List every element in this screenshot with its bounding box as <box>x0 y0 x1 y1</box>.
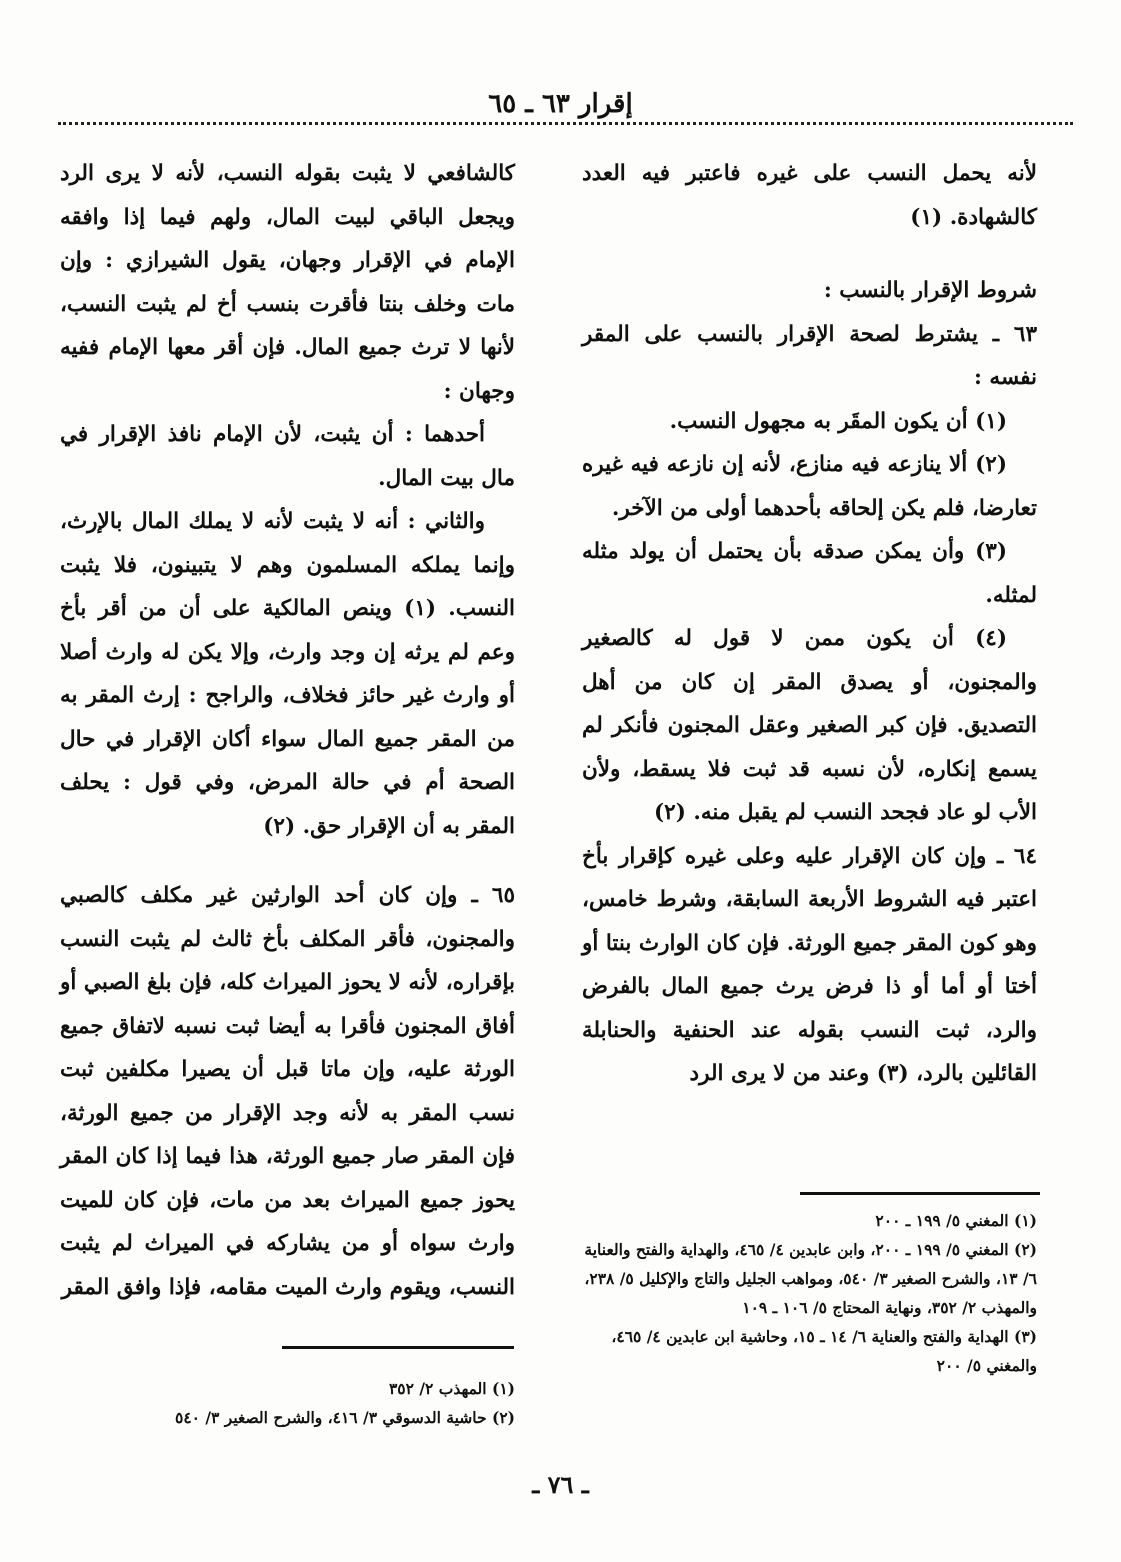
paragraph: كالشافعي لا يثبت بقوله النسب، لأنه لا يرى الرد ويجعل الباقي لبيت المال، ولهم فيما إذا وافقه الإمام في الإقرار وجهان، يقول الشيرازي : وإن مات وخلف بنتا فأقرت بنسب أخ لم يثبت النسب، لأنها لا ترث جميع المال. فإن أقر معها الإمام ففيه وجهان : <box>60 161 515 404</box>
header-dotted-rule <box>58 122 1073 125</box>
paragraph: لأنه يحمل النسب على غيره فاعتبر فيه العدد كالشهادة. (١) <box>582 161 1037 230</box>
paragraph: والثاني : أنه لا يثبت لأنه لا يملك المال بالإرث، وإنما يملكه المسلمون وهم لا يتبينون، فلا يثبت النسب. (١) وينص المالكية على أن من أقر بأخ وعم لم يرثه إن وجد وارث، وإلا يكن له وارث أصلا أو وارث غير حائز فخلاف، والراجح : إرث المقر به من المقر جميع المال سواء أكان الإقرار في حال الصحة أم في حالة المرض، وفي قول : يحلف المقر به أن الإقرار حق. (٢) <box>60 509 515 839</box>
condition-item: (٤) أن يكون ممن لا قول له كالصغير والمجنون، أو يصدق المقر إن كان من أهل التصديق. فإن كبر الصغير وعقل المجنون فأنكر لم يسمع إنكاره، لأن نسبه قد ثبت فلا يسقط، ولأن الأب لو عاد فجحد النسب لم يقبل منه. (٢) <box>582 626 1037 825</box>
footnote: (٣) الهداية والفتح والعناية ٦/ ١٤ ـ ١٥، وحاشية ابن عابدين ٤/ ٤٦٥، والمغني ٥/ ٢٠٠ <box>611 1327 1037 1375</box>
page-number: ـ ٧٦ ـ <box>532 1470 589 1499</box>
paragraph: أحدهما : أن يثبت، لأن الإمام نافذ الإقرار في مال بيت المال. <box>60 422 515 491</box>
paragraph: ٦٤ ـ وإن كان الإقرار عليه وعلى غيره كإقرار بأخ اعتبر فيه الشروط الأربعة السابقة، وشرط خامس، وهو كون المقر جميع الورثة. فإن كان الوارث بنتا أو أختا أو أما أو ذا فرض يرث جميع المال بالفرض والرد، ثبت النسب بقوله عند الحنفية والحنابلة القائلين بالرد، (٣) وعند من لا يرى الرد <box>582 843 1037 1086</box>
condition-item: (٢) ألا ينازعه فيه منازع، لأنه إن نازعه فيه غيره تعارضا، فلم يكن إلحاقه بأحدهما أولى من الآخر. <box>582 452 1037 521</box>
footnote: (٢) المغني ٥/ ١٩٩ ـ ٢٠٠، وابن عابدين ٤/ ٤٦٥، والهداية والفتح والعناية ٦/ ١٣، والشرح الصغير ٣/ ٥٤٠، ومواهب الجليل والتاج والإكليل ٥/ ٢٣٨، والمهذب ٢/ ٣٥٢، ونهاية المحتاج ٥/ ١٠٦ ـ ١٠٩ <box>584 1240 1037 1317</box>
footnote: (٢) حاشية الدسوقي ٣/ ٤١٦، والشرح الصغير ٣/ ٥٤٠ <box>175 1408 515 1427</box>
condition-item: (٣) وأن يمكن صدقه بأن يحتمل أن يولد مثله لمثله. <box>582 539 1037 608</box>
condition-item: (١) أن يكون المقَر به مجهول النسب. <box>669 408 1007 434</box>
right-column <box>582 152 1037 1096</box>
paragraph: ٦٥ ـ وإن كان أحد الوارثين غير مكلف كالصبي والمجنون، فأقر المكلف بأخ ثالث لم يثبت النسب بإقراره، لأنه لا يحوز الميراث كله، فإن بلغ الصبي أو أفاق المجنون فأقرا به أيضا ثبت نسبه لاتفاق جميع الورثة عليه، وإن ماتا قبل أن يصيرا مكلفين ثبت نسب المقر به لأنه وجد الإقرار من جميع الورثة، فإن المقر صار جميع الورثة، هذا فيما إذا كان المقر يحوز جميع الميراث بعد من مات، فإن كان للميت وارث سواه أو من يشاركه في الميراث لم يثبت النسب، ويقوم وارث الميت مقامه، فإذا وافق المقر <box>60 883 515 1300</box>
footnote: (١) المغني ٥/ ١٩٩ ـ ٢٠٠ <box>875 1211 1037 1230</box>
right-footnotes <box>582 1206 1037 1380</box>
section-heading: شروط الإقرار بالنسب : <box>823 278 1037 303</box>
running-header: إقرار ٦٣ ـ ٦٥ <box>488 89 633 119</box>
footnote: (١) المهذب ٢/ ٣٥٢ <box>388 1379 515 1398</box>
footnote-rule <box>282 1346 514 1349</box>
left-footnotes <box>60 1374 515 1432</box>
paragraph: ٦٣ ـ يشترط لصحة الإقرار بالنسب على المقر نفسه : <box>582 321 1037 390</box>
left-column <box>60 152 515 1309</box>
footnote-rule <box>800 1192 1040 1195</box>
